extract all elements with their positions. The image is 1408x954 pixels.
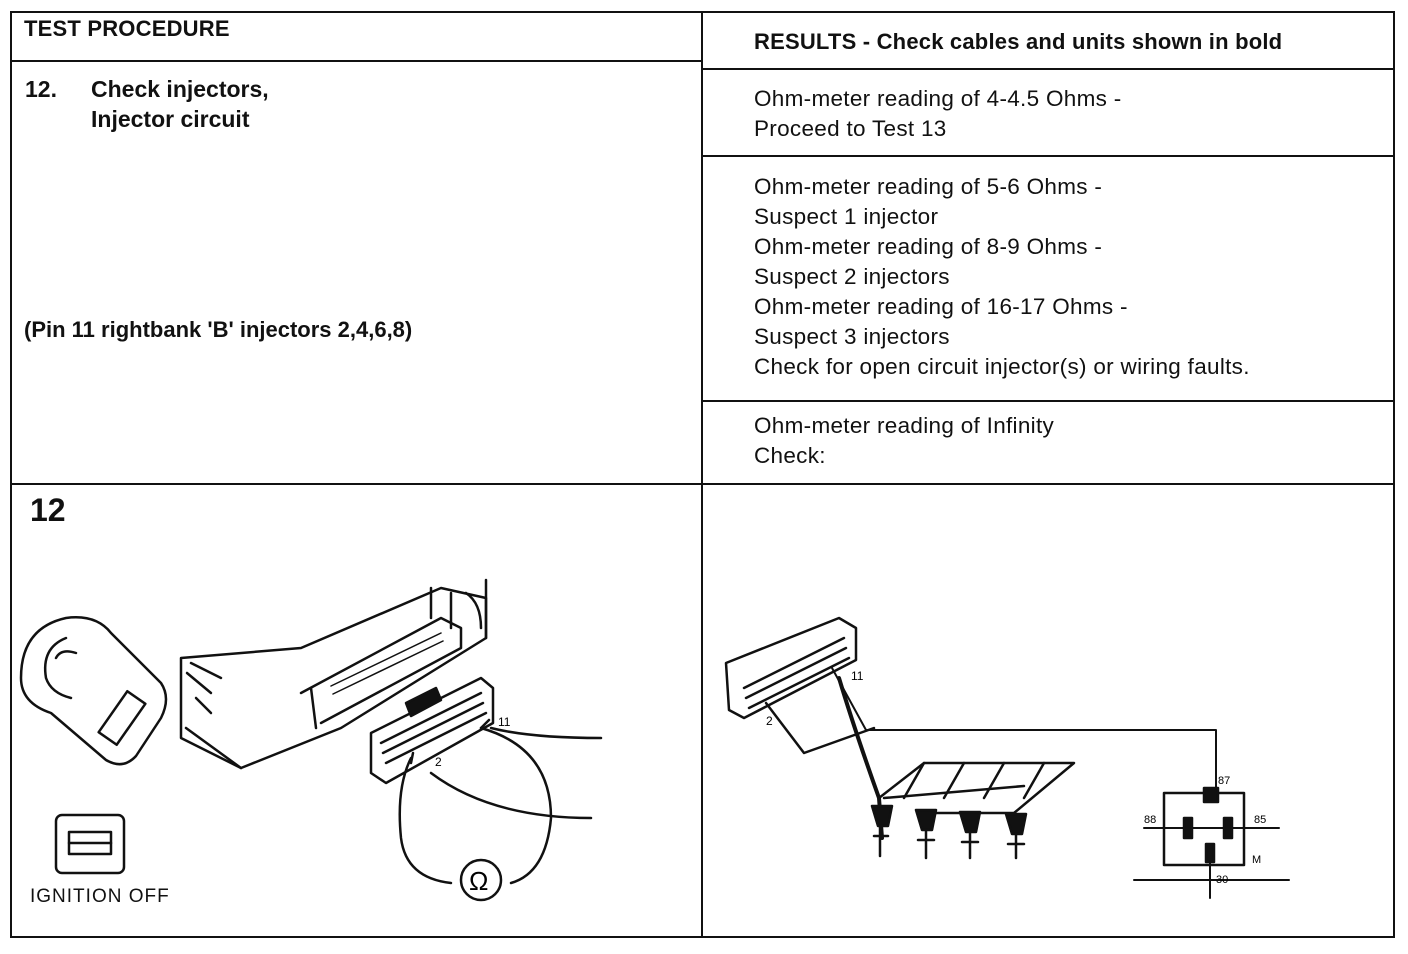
pin-2-label: 2: [766, 714, 773, 728]
relay-87-label: 87: [1218, 775, 1231, 787]
result-text: Ohm-meter reading of 5-6 Ohms -: [754, 174, 1103, 199]
ignition-switch-icon: [56, 815, 124, 873]
result-text: Ohm-meter reading of 8-9 Ohms -: [754, 234, 1103, 259]
result-text: Ohm-meter reading of 16-17 Ohms -: [754, 294, 1128, 319]
ohm-symbol: Ω: [469, 866, 489, 896]
result-text: Suspect 2 injectors: [754, 264, 950, 289]
step-title-line1: Check injectors,: [91, 76, 269, 102]
result-row-1: [754, 84, 1122, 143]
relay-m-label: M: [1252, 854, 1262, 866]
injector-circuit-diagram: [704, 488, 1394, 928]
result-text: Check:: [754, 442, 826, 468]
ecu-connector-illustration: [11, 488, 701, 928]
left-header-rule: [10, 60, 702, 62]
result-text: Ohm-meter reading of 4-4.5 Ohms -: [754, 86, 1122, 111]
step-number: 12.: [25, 76, 57, 102]
result-text: Proceed to Test 13: [754, 115, 947, 141]
relay-85-label: 85: [1254, 814, 1267, 826]
figure-number: 12: [30, 492, 66, 528]
results-rule-1: [702, 155, 1394, 157]
figure-rule: [10, 483, 1395, 485]
relay-30-label: 30: [1216, 874, 1229, 886]
results-rule-2: [702, 400, 1394, 402]
connector-icon: [726, 618, 874, 753]
column-divider: [701, 11, 703, 938]
result-text: Ohm-meter reading of Infinity: [754, 413, 1055, 438]
pin-note: (Pin 11 rightbank 'B' injectors 2,4,6,8): [24, 317, 413, 342]
relay-88-label: 88: [1144, 814, 1157, 826]
step-title-line2: Injector circuit: [91, 106, 250, 132]
plug-connector: [371, 678, 601, 883]
result-row-2: [754, 172, 1250, 382]
ignition-key-icon: [21, 617, 166, 764]
right-header-rule: [702, 68, 1394, 70]
pin-2-label: 2: [435, 755, 442, 769]
results-header: RESULTS - Check cables and units shown in bold: [754, 29, 1283, 54]
pin-11-label: 11: [851, 669, 864, 683]
result-text: Check for open circuit injector(s) or wiring faults.: [754, 354, 1250, 379]
result-text: Suspect 3 injectors: [754, 324, 950, 349]
relay-icon: [1134, 788, 1289, 898]
result-text: Suspect 1 injector: [754, 204, 939, 229]
test-procedure-header: TEST PROCEDURE: [24, 16, 230, 41]
pin-11-label: 11: [498, 715, 511, 729]
result-row-3: [754, 411, 1054, 470]
ecu-connector-icon: [181, 580, 486, 768]
ignition-off-label: IGNITION OFF: [30, 886, 170, 907]
